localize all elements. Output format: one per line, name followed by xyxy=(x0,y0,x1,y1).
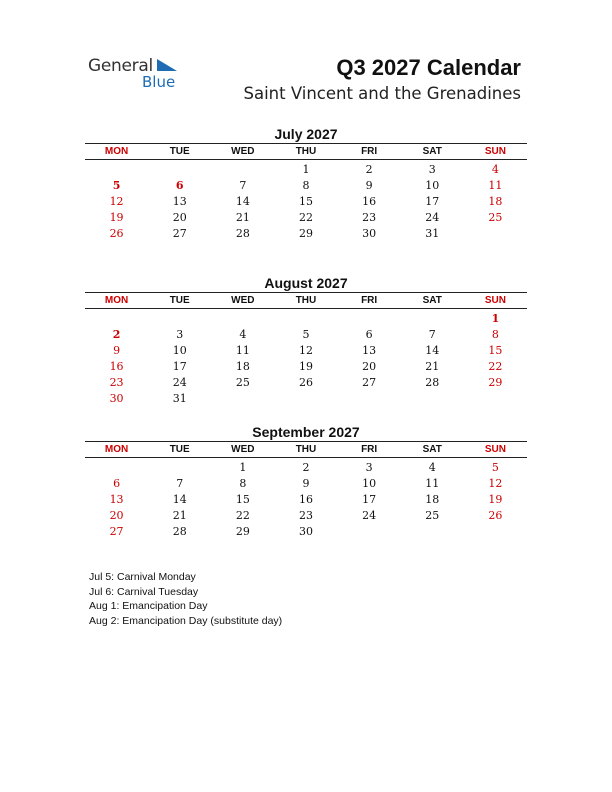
day-cell: 15 xyxy=(298,195,313,208)
day-cell: 13 xyxy=(362,344,377,357)
weekday-header: THU xyxy=(295,146,317,157)
day-cell: 15 xyxy=(235,493,250,506)
day-cell: 21 xyxy=(425,360,440,373)
weekday-header: FRI xyxy=(361,146,378,157)
day-cell: 9 xyxy=(365,179,373,192)
month-block xyxy=(85,125,527,242)
empty-day-cell xyxy=(338,524,401,540)
day-cell: 25 xyxy=(488,211,503,224)
holiday-day-cell: 1 xyxy=(491,312,500,325)
page-subtitle: Saint Vincent and the Grenadines xyxy=(243,84,521,103)
empty-day-cell xyxy=(464,391,527,407)
weekday-header: WED xyxy=(231,146,255,157)
day-cell: 9 xyxy=(113,344,121,357)
day-cell: 13 xyxy=(172,195,187,208)
day-cell: 14 xyxy=(172,493,187,506)
day-cell: 13 xyxy=(109,493,124,506)
holiday-day-cell: 6 xyxy=(175,179,184,192)
day-cell: 26 xyxy=(109,227,124,240)
day-cell: 16 xyxy=(298,493,313,506)
day-cell: 6 xyxy=(365,328,373,341)
day-cell: 20 xyxy=(109,509,124,522)
weekday-header: TUE xyxy=(169,146,190,157)
day-cell: 30 xyxy=(298,525,313,538)
day-cell: 8 xyxy=(491,328,499,341)
day-cell: 16 xyxy=(109,360,124,373)
weekday-header: SAT xyxy=(422,146,442,157)
day-cell: 12 xyxy=(109,195,124,208)
day-cell: 7 xyxy=(176,477,184,490)
holiday-day-cell: 2 xyxy=(112,328,121,341)
day-cell: 5 xyxy=(491,461,499,474)
day-cell: 19 xyxy=(298,360,313,373)
day-cell: 8 xyxy=(239,477,247,490)
day-cell: 24 xyxy=(425,211,440,224)
holiday-note: Jul 6: Carnival Tuesday xyxy=(89,585,199,598)
day-cell: 11 xyxy=(235,344,250,357)
weekday-header: SAT xyxy=(422,295,442,306)
day-cell: 31 xyxy=(172,392,187,405)
day-cell: 20 xyxy=(172,211,187,224)
day-cell: 23 xyxy=(298,509,313,522)
day-cell: 26 xyxy=(488,509,503,522)
day-cell: 28 xyxy=(425,376,440,389)
day-cell: 1 xyxy=(239,461,247,474)
day-cell: 15 xyxy=(488,344,503,357)
day-cell: 4 xyxy=(428,461,436,474)
month-title: August 2027 xyxy=(264,275,348,291)
empty-day-cell xyxy=(274,311,337,327)
day-cell: 8 xyxy=(302,179,310,192)
week-row xyxy=(85,391,527,407)
empty-day-cell xyxy=(464,226,527,242)
day-cell: 14 xyxy=(425,344,440,357)
weekday-header: SUN xyxy=(484,444,506,455)
page-title: Q3 2027 Calendar xyxy=(336,55,521,80)
day-cell: 25 xyxy=(235,376,250,389)
weekday-header: MON xyxy=(104,444,129,455)
day-cell: 18 xyxy=(488,195,503,208)
week-row xyxy=(85,327,527,343)
empty-day-cell xyxy=(401,391,464,407)
weekday-header-row xyxy=(85,143,527,160)
day-cell: 24 xyxy=(362,509,377,522)
day-cell: 27 xyxy=(172,227,187,240)
holiday-day-cell: 5 xyxy=(112,179,121,192)
week-row xyxy=(85,343,527,359)
week-row xyxy=(85,460,527,476)
empty-day-cell xyxy=(401,524,464,540)
holiday-note: Jul 5: Carnival Monday xyxy=(89,571,196,583)
weekday-header: TUE xyxy=(169,295,190,306)
week-row xyxy=(85,476,527,492)
day-cell: 21 xyxy=(172,509,187,522)
day-cell: 16 xyxy=(362,195,377,208)
week-row xyxy=(85,311,527,327)
week-row xyxy=(85,508,527,524)
empty-day-cell xyxy=(211,162,274,178)
logo-flag-icon xyxy=(157,59,177,71)
week-row xyxy=(85,524,527,540)
weekday-header: SAT xyxy=(422,444,442,455)
holiday-notes xyxy=(89,570,282,628)
day-cell: 18 xyxy=(235,360,250,373)
day-cell: 26 xyxy=(298,376,313,389)
empty-day-cell xyxy=(148,460,211,476)
weekday-header: FRI xyxy=(361,444,378,455)
empty-day-cell xyxy=(274,391,337,407)
month-title: September 2027 xyxy=(252,424,360,440)
day-cell: 29 xyxy=(298,227,313,240)
empty-day-cell xyxy=(148,311,211,327)
empty-day-cell xyxy=(211,391,274,407)
generalblue-logo xyxy=(88,56,198,96)
weekday-header: FRI xyxy=(361,295,378,306)
empty-day-cell xyxy=(85,311,148,327)
weekday-header: WED xyxy=(231,295,255,306)
day-cell: 12 xyxy=(298,344,313,357)
day-cell: 31 xyxy=(425,227,440,240)
week-row xyxy=(85,359,527,375)
day-cell: 14 xyxy=(235,195,250,208)
day-cell: 17 xyxy=(425,195,440,208)
holiday-note: Aug 1: Emancipation Day xyxy=(89,600,208,612)
weekday-header-row xyxy=(85,292,527,309)
empty-day-cell xyxy=(464,524,527,540)
day-cell: 22 xyxy=(488,360,503,373)
weekday-header: MON xyxy=(104,295,129,306)
day-cell: 2 xyxy=(302,461,310,474)
day-cell: 10 xyxy=(425,179,440,192)
weekday-header: SUN xyxy=(484,295,506,306)
weekday-header-row xyxy=(85,441,527,458)
day-cell: 10 xyxy=(362,477,377,490)
weekday-header: TUE xyxy=(169,444,190,455)
day-cell: 7 xyxy=(239,179,247,192)
day-cell: 3 xyxy=(428,163,436,176)
day-cell: 19 xyxy=(488,493,503,506)
day-cell: 30 xyxy=(362,227,377,240)
empty-day-cell xyxy=(211,311,274,327)
month-block xyxy=(85,274,527,407)
month-block xyxy=(85,423,527,540)
logo-general-text: General xyxy=(88,56,153,76)
empty-day-cell xyxy=(338,391,401,407)
logo-blue-text: Blue xyxy=(142,73,176,91)
day-cell: 6 xyxy=(113,477,121,490)
day-cell: 22 xyxy=(235,509,250,522)
day-cell: 11 xyxy=(425,477,440,490)
empty-day-cell xyxy=(85,460,148,476)
week-row xyxy=(85,375,527,391)
day-cell: 19 xyxy=(109,211,124,224)
day-cell: 24 xyxy=(172,376,187,389)
day-cell: 22 xyxy=(298,211,313,224)
day-cell: 23 xyxy=(362,211,377,224)
holiday-note: Aug 2: Emancipation Day (substitute day) xyxy=(89,614,283,627)
day-cell: 27 xyxy=(109,525,124,538)
week-row xyxy=(85,492,527,508)
day-cell: 29 xyxy=(488,376,503,389)
day-cell: 1 xyxy=(302,163,310,176)
weekday-header: THU xyxy=(295,444,317,455)
day-cell: 25 xyxy=(425,509,440,522)
week-row xyxy=(85,162,527,178)
day-cell: 5 xyxy=(302,328,310,341)
day-cell: 21 xyxy=(235,211,250,224)
day-cell: 28 xyxy=(235,227,250,240)
weekday-header: THU xyxy=(295,295,317,306)
day-cell: 30 xyxy=(109,392,124,405)
day-cell: 4 xyxy=(239,328,247,341)
day-cell: 27 xyxy=(362,376,377,389)
empty-day-cell xyxy=(401,311,464,327)
empty-day-cell xyxy=(338,311,401,327)
week-row xyxy=(85,178,527,194)
day-cell: 29 xyxy=(235,525,250,538)
day-cell: 2 xyxy=(365,163,373,176)
day-cell: 9 xyxy=(302,477,310,490)
day-cell: 3 xyxy=(365,461,373,474)
week-row xyxy=(85,226,527,242)
day-cell: 20 xyxy=(362,360,377,373)
day-cell: 23 xyxy=(109,376,124,389)
week-row xyxy=(85,210,527,226)
day-cell: 4 xyxy=(491,163,499,176)
weekday-header: WED xyxy=(231,444,255,455)
empty-day-cell xyxy=(85,162,148,178)
day-cell: 12 xyxy=(488,477,503,490)
weekday-header: SUN xyxy=(484,146,506,157)
month-title: July 2027 xyxy=(274,126,338,142)
day-cell: 18 xyxy=(425,493,440,506)
week-row xyxy=(85,194,527,210)
day-cell: 3 xyxy=(176,328,184,341)
day-cell: 7 xyxy=(428,328,436,341)
day-cell: 11 xyxy=(488,179,503,192)
day-cell: 17 xyxy=(362,493,377,506)
day-cell: 10 xyxy=(172,344,187,357)
weekday-header: MON xyxy=(104,146,129,157)
day-cell: 28 xyxy=(172,525,187,538)
day-cell: 17 xyxy=(172,360,187,373)
empty-day-cell xyxy=(148,162,211,178)
